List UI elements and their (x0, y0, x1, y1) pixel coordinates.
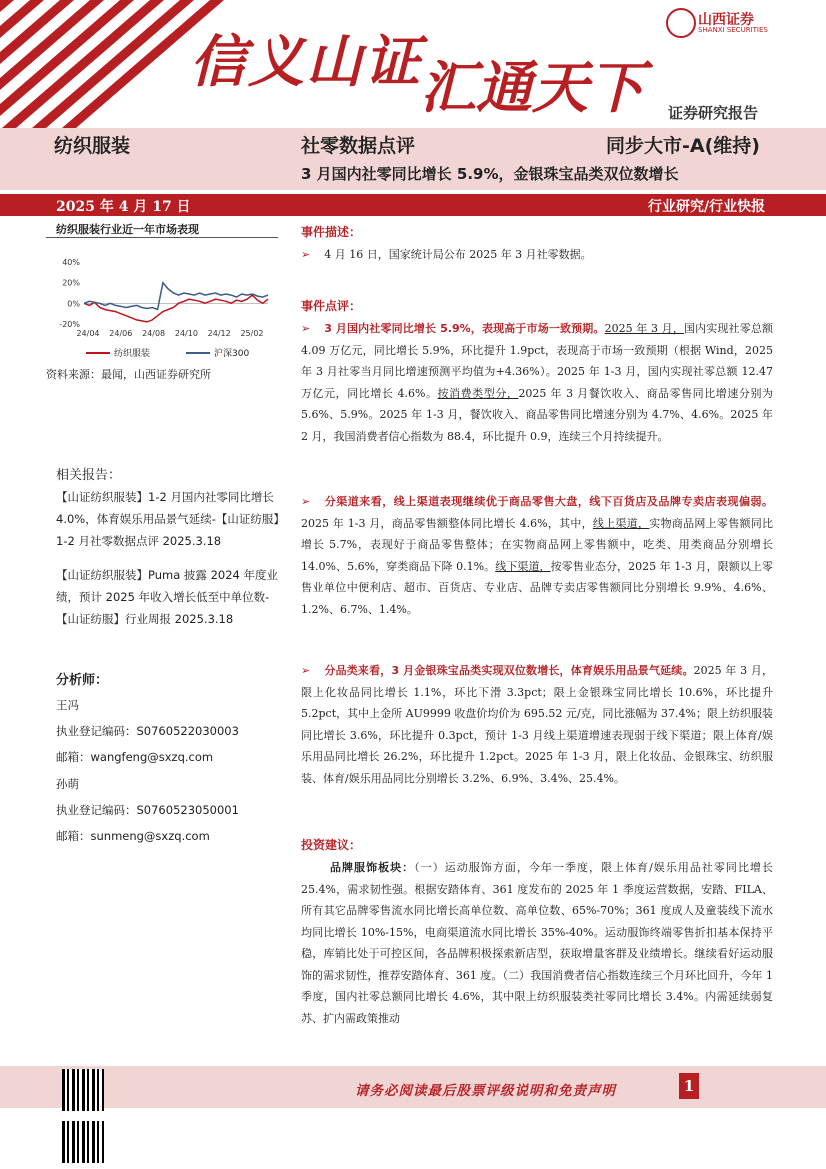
advice-title: 投资建议： (301, 838, 362, 852)
sector-name: 纺织服装 (54, 135, 131, 157)
market-performance-chart (46, 252, 278, 364)
y-tick-label: 40% (62, 258, 80, 267)
paragraph-2: ➢ 分渠道来看，线上渠道表现继续优于商品零售大盘，线下百货店及品牌专卖店表现偏弱。2025 年 1-3 月，商品零售额整体同比增长 4.6%，其中，线上渠道，实物商品网上零售额同比增长 5.7%，表现好于商品零售整体；在实物商品网上零售额中，吃类、用类商品分别增长 14.0%、5.6%，穿类商品下降 0.1%。线下渠道，按零售业态分，2025 年 1-3 月，限额以上零售业单位中便利店、超市、百货店、专业店、品牌专卖店零售额同比分别增长 9.9%、4.6%、1.2%、6.7%、1.4%。 (301, 495, 774, 616)
analyst-email[interactable]: 邮箱：wangfeng@sxzq.com (56, 750, 214, 764)
report-type: 证券研究报告 (668, 104, 759, 122)
page-number: 1 (679, 1073, 699, 1099)
event-text: ➢ 4 月 16 日，国家统计局公布 2025 年 3 月社零数据。 (301, 248, 592, 261)
bullet-arrow-icon: ➢ (301, 322, 311, 335)
x-tick-label: 24/06 (109, 329, 133, 338)
related-report-link[interactable]: 【山证纺织服装】Puma 披露 2024 年度业绩，预计 2025 年收入增长低至中单位数-【山证纺服】行业周报 2025.3.18 (56, 568, 279, 626)
comment-title: 事件点评： (301, 299, 362, 313)
x-tick-label: 24/12 (207, 329, 231, 338)
y-tick-label: 0% (67, 299, 80, 309)
related-reports-title: 相关报告： (56, 468, 122, 483)
rating: 同步大市-A(维持) (606, 135, 760, 157)
analyst-title: 分析师： (56, 673, 109, 688)
report-date: 2025 年 4 月 17 日 (56, 199, 191, 215)
slogan-left: 信义山证 (190, 29, 422, 95)
legend-label: 沪深300 (214, 349, 250, 359)
logo-subtitle: SHANXI SECURITIES (698, 26, 768, 34)
related-report-link[interactable]: 【山证纺织服装】1-2 月国内社零同比增长 4.0%，体育娱乐用品景气延续-【山证纺服】1-2 月社零数据点评 2025.3.18 (56, 490, 280, 548)
paragraph-4: 品牌服饰板块：（一）运动服饰方面，今年一季度，限上体育/娱乐用品社零同比增长 25.4%，需求韧性强。根据安踏体育、361 度发布的 2025 年 1 季度运营数据，安踏、FILA、所有其它品牌零售流水同比增长高单位数、高单位数、65%-70%；361 度成人及童装线下流水均同比增长 10%-15%，电商渠道流水同比增长 35%-40%。运动服饰终端零售折扣基本保持平稳，库销比处于可控区间，各品牌积极探索新店型，获取增量客群及业绩增长。继续看好运动服饰的需求韧性，推荐安踏体育、361 度。（二）我国消费者信心指数连续三个月环比回升，今年 1 季度，国内社零总额同比增长 4.6%，其中限上纺织服装类社零同比增长 3.4%。内需延续弱复苏、扩内需政策推动 (301, 861, 773, 1025)
x-tick-label: 24/10 (174, 329, 198, 338)
chart-source: 资料来源：最闻，山西证券研究所 (46, 368, 211, 381)
headline: 3 月国内社零同比增长 5.9%，金银珠宝品类双位数增长 (301, 165, 679, 183)
qr-code-icon (62, 1069, 104, 1111)
analyst-reg: 执业登记编码：S0760522030003 (56, 724, 239, 738)
report-category: 行业研究/行业快报 (648, 199, 766, 215)
analyst-email[interactable]: 邮箱：sunmeng@sxzq.com (56, 829, 210, 843)
brand-banner (0, 0, 826, 128)
x-tick-label: 24/08 (142, 329, 166, 338)
document-type: 社零数据点评 (301, 135, 416, 157)
disclaimer-link[interactable]: 请务必阅读最后股票评级说明和免责声明 (355, 1083, 616, 1099)
slogan-right: 汇通天下 (420, 55, 644, 121)
qr-code-icon (62, 1121, 104, 1163)
y-tick-label: 20% (62, 278, 80, 288)
chart-title: 纺织服装行业近一年市场表现 (56, 223, 199, 236)
x-tick-label: 25/02 (240, 329, 264, 338)
analyst-reg: 执业登记编码：S0760523050001 (56, 803, 239, 817)
bullet-arrow-icon: ➢ (301, 248, 311, 261)
x-tick-label: 24/04 (76, 329, 100, 338)
analyst-name: 孙萌 (56, 777, 79, 791)
legend-label: 纺织服装 (114, 349, 151, 359)
bullet-arrow-icon: ➢ (301, 664, 311, 677)
series-line (84, 295, 268, 322)
logo-text: 山西证券 (698, 12, 754, 28)
divider (46, 237, 278, 238)
y-tick-label: -20% (59, 320, 80, 329)
bullet-arrow-icon: ➢ (301, 495, 311, 508)
paragraph-1: ➢ 3 月国内社零同比增长 5.9%，表现高于市场一致预期。2025 年 3 月，国内实现社零总额 4.09 万亿元，同比增长 5.9%，环比提升 1.9pct，表现高于市场一致预期（根据 Wind，2025 年 3 月社零当月同比增速预测平均值为+4.36%）。2025 年 1-3 月，国内实现社零总额 12.47 万亿元，同比增长 4.6%。按消费类型分，2025 年 3 月餐饮收入、商品零售同比增速分别为 5.6%、5.9%。2025 年 1-3 月，餐饮收入、商品零售同比增速分别为 4.7%、4.6%。2025 年 2 月，我国消费者信心指数为 88.4，环比提升 0.9，连续三个月持续提升。 (301, 322, 774, 443)
paragraph-3: ➢ 分品类来看，3 月金银珠宝品类实现双位数增长，体育娱乐用品景气延续。2025 年 3 月，限上化妆品同比增长 1.1%，环比下滑 3.3pct；限上金银珠宝同比增长 10.6%，环比提升 5.2pct，其中上金所 AU9999 收盘价均价为 695.52 元/克，同比涨幅为 37.4%；限上纺织服装同比增长 3.6%，环比提升 0.3pct，预计 1-3 月线上渠道增速表现弱于线下渠道；限上体育/娱乐用品同比增长 26.2%，环比提升 1.2pct。2025 年 1-3 月，限上化妆品、金银珠宝、纺织服装、体育/娱乐用品同比分别增长 3.2%、6.9%、3.4%、25.4%。 (301, 664, 773, 785)
event-title: 事件描述： (301, 225, 362, 239)
analyst-name: 王冯 (56, 698, 79, 712)
logo-icon (666, 8, 696, 38)
